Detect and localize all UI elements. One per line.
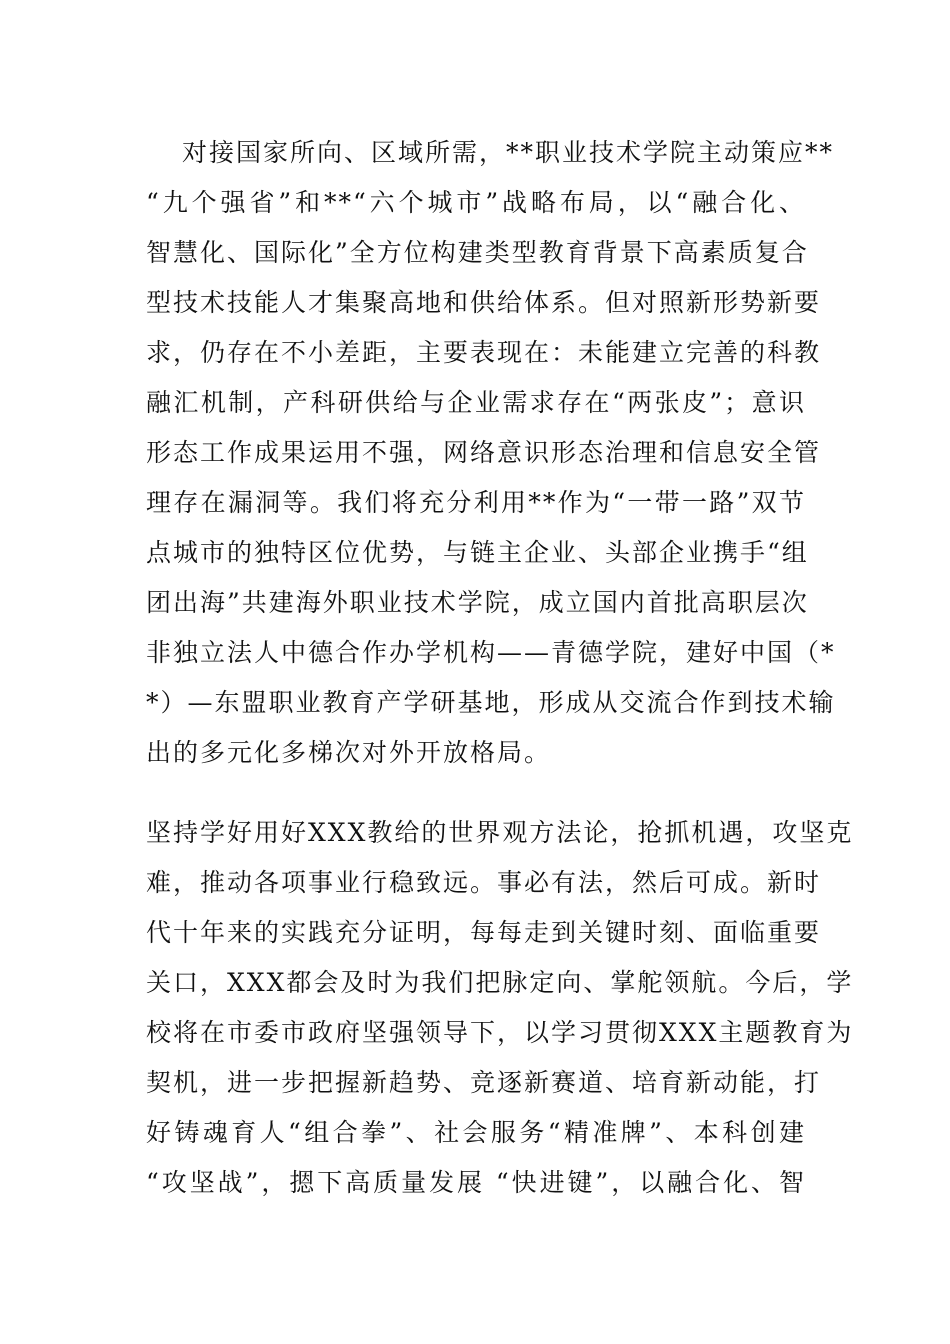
text-line: 好铸魂育人“组合拳”、社会服务“精准牌”、本科创建 [146,1118,806,1147]
text-line: 出的多元化多梯次对外开放格局。 [146,738,552,767]
text-line: 关口，XXX都会及时为我们把脉定向、掌舵领航。今后，学 [146,968,854,997]
text-line: 代十年来的实践充分证明，每每走到关键时刻、面临重要 [146,918,822,947]
text-line: 求，仍存在不小差距，主要表现在：未能建立完善的科教 [146,338,822,367]
text-line: 对接国家所向、区域所需，**职业技术学院主动策应** [182,138,835,167]
text-line: 点城市的独特区位优势，与链主企业、头部企业携手“组 [146,538,809,567]
text-line: 团出海”共建海外职业技术学院，成立国内首批高职层次 [146,588,809,617]
text-line: 校将在市委市政府坚强领导下，以学习贯彻XXX主题教育为 [146,1018,854,1047]
text-line: “攻坚战”，摁下高质量发展 “快进键”，以融合化、智 [146,1168,806,1197]
text-line: 契机，进一步把握新趋势、竞逐新赛道、培育新动能，打 [146,1068,822,1097]
text-line: 形态工作成果运用不强，网络意识形态治理和信息安全管 [146,438,822,467]
text-line: 理存在漏洞等。我们将充分利用**作为“一带一路”双节 [146,488,806,517]
paragraph-2 [146,808,854,1208]
text-line: 难，推动各项事业行稳致远。事必有法，然后可成。新时 [146,868,822,897]
text-line: 型技术技能人才集聚高地和供给体系。但对照新形势新要 [146,288,822,317]
text-line: 坚持学好用好XXX教给的世界观方法论，抢抓机遇，攻坚克 [146,818,854,847]
text-line: 智慧化、国际化”全方位构建类型教育背景下高素质复合 [146,238,809,267]
paragraph-1 [146,128,836,778]
text-line: 融汇机制，产科研供给与企业需求存在“两张皮”；意识 [146,388,806,417]
text-line: 非独立法人中德合作办学机构——青德学院，建好中国（* [146,638,836,667]
text-line: *）—东盟职业教育产学研基地，形成从交流合作到技术输 [146,688,836,717]
text-line: “九个强省”和**“六个城市”战略布局，以“融合化、 [146,188,806,217]
